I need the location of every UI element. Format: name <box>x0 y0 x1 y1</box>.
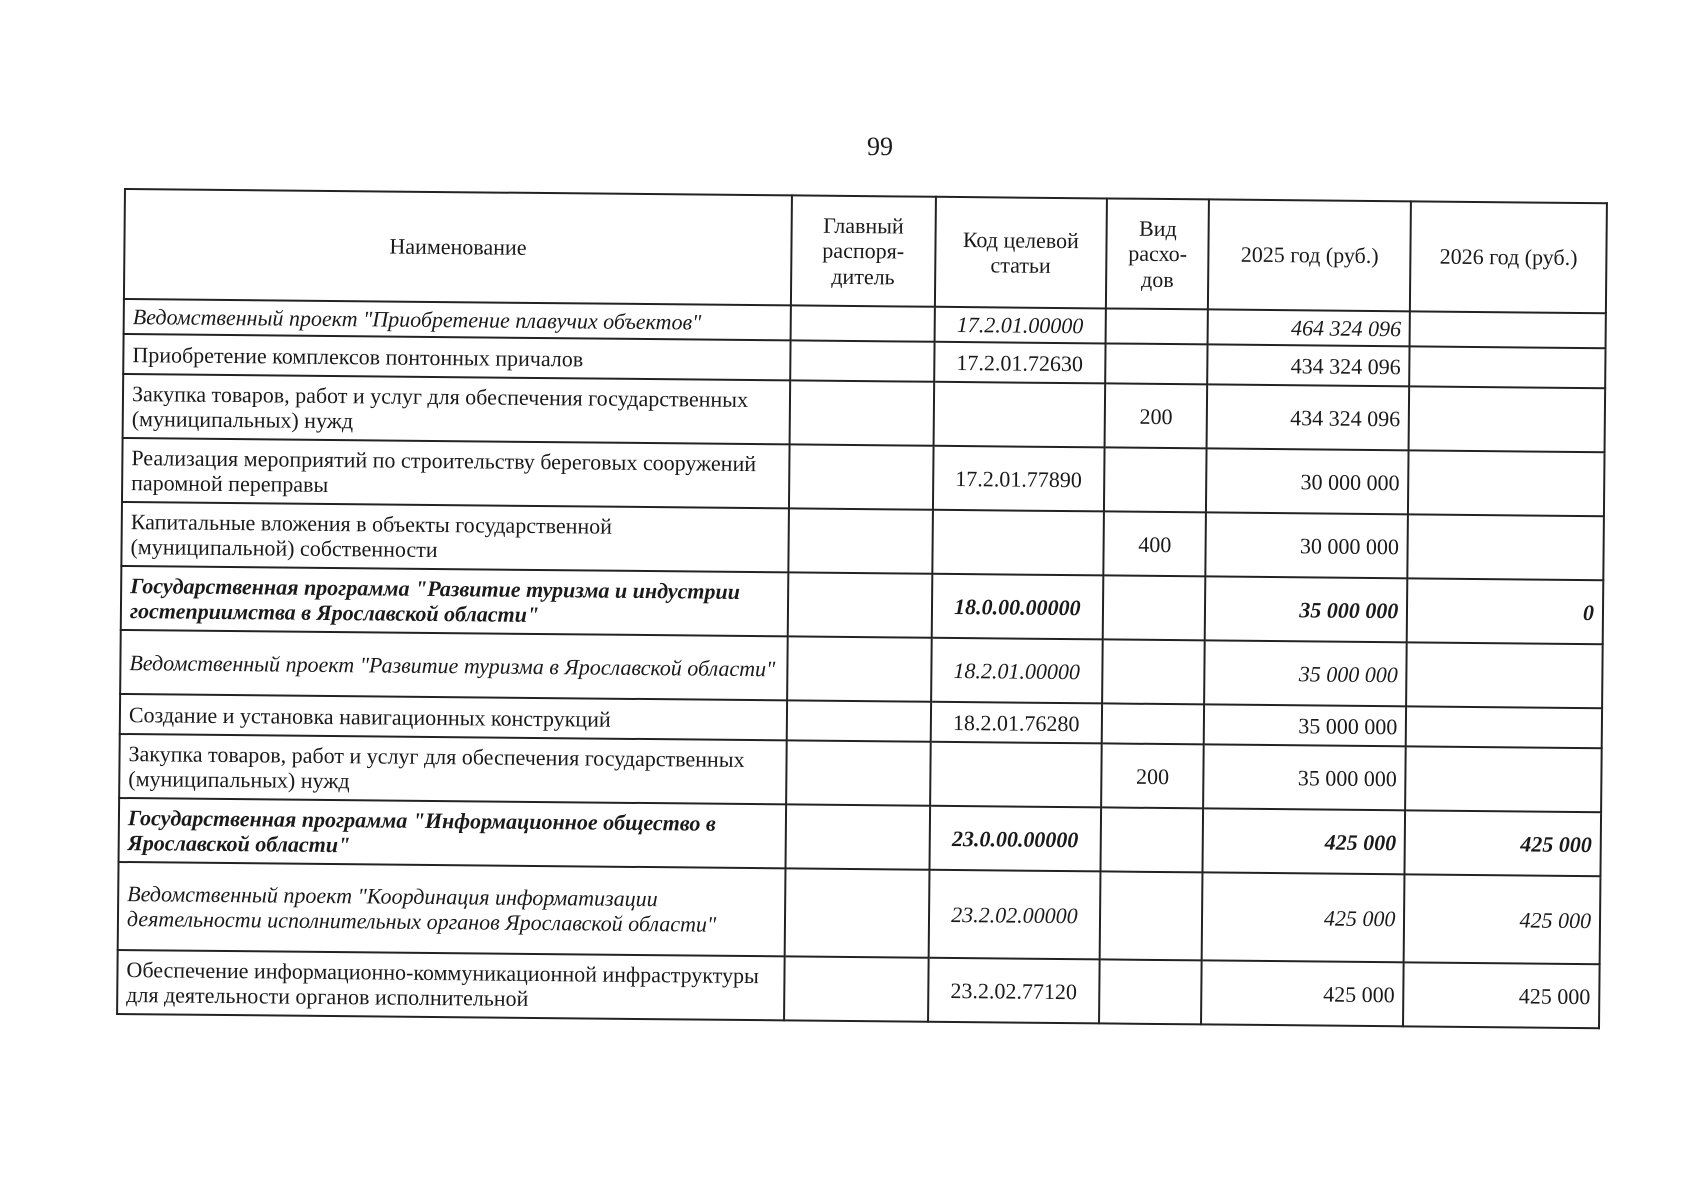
cell-code: 17.2.01.00000 <box>934 307 1106 344</box>
cell-2026 <box>1408 451 1604 517</box>
cell-name: Государственная программа "Развитие туризма и индустрии гостеприимства в Ярославской области" <box>121 566 789 636</box>
cell-code: 18.0.00.00000 <box>931 574 1103 640</box>
cell-code: 23.2.02.77120 <box>928 958 1100 1024</box>
cell-name: Ведомственный проект "Развитие туризма в Ярославской области" <box>120 630 788 700</box>
cell-name: Ведомственный проект "Приобретение плавучих объектов" <box>124 299 791 341</box>
cell-manager <box>790 341 934 382</box>
cell-code: 18.2.01.00000 <box>931 638 1103 704</box>
cell-vid <box>1103 576 1206 641</box>
cell-vid <box>1102 704 1205 745</box>
cell-2026 <box>1406 707 1602 749</box>
cell-2026 <box>1405 747 1601 813</box>
cell-2025: 434 324 096 <box>1207 345 1409 387</box>
cell-name: Закупка товаров, работ и услуг для обеспечения государственных (муниципальных) нужд <box>119 734 787 804</box>
cell-2025: 35 000 000 <box>1204 641 1407 707</box>
cell-vid <box>1100 872 1203 961</box>
cell-2026: 425 000 <box>1405 811 1601 877</box>
cell-2026 <box>1410 311 1606 348</box>
header-name: Наименование <box>124 189 792 305</box>
cell-manager <box>787 637 931 702</box>
cell-manager <box>788 509 932 574</box>
cell-2025: 464 324 096 <box>1208 309 1410 346</box>
cell-manager <box>786 741 930 806</box>
cell-2025: 35 000 000 <box>1205 577 1408 643</box>
cell-2026 <box>1406 643 1602 709</box>
cell-vid <box>1101 808 1204 873</box>
cell-2025: 30 000 000 <box>1206 449 1409 515</box>
cell-2025: 425 000 <box>1201 961 1404 1027</box>
cell-manager <box>787 701 931 742</box>
cell-name: Капитальные вложения в объекты государственной (муниципальной) собственности <box>121 502 789 572</box>
cell-code <box>933 382 1105 448</box>
cell-name: Ведомственный проект "Координация информатизации деятельности исполнительных органов Ярославской области" <box>118 862 786 956</box>
cell-code: 23.2.02.00000 <box>928 870 1100 960</box>
budget-table <box>116 188 1608 1030</box>
cell-vid: 200 <box>1101 744 1204 809</box>
cell-manager <box>786 805 930 870</box>
cell-manager <box>789 445 933 510</box>
cell-vid: 400 <box>1103 512 1206 577</box>
cell-name: Реализация мероприятий по строительству береговых сооружений паромной переправы <box>122 438 790 508</box>
cell-manager <box>791 305 935 342</box>
header-manager: Главный распоря-дитель <box>791 195 935 306</box>
cell-vid <box>1102 640 1205 705</box>
cell-name: Приобретение комплексов понтонных причалов <box>123 334 790 380</box>
cell-code <box>930 742 1102 808</box>
cell-vid <box>1104 448 1207 513</box>
cell-2026: 0 <box>1407 579 1603 645</box>
header-2025: 2025 год (руб.) <box>1208 199 1411 311</box>
cell-name: Создание и установка навигационных конструкций <box>120 694 787 740</box>
table-header-row <box>124 189 1607 313</box>
cell-vid <box>1106 308 1208 344</box>
header-vid: Вид расхо-дов <box>1106 198 1209 309</box>
cell-name: Закупка товаров, работ и услуг для обеспечения государственных (муниципальных) нужд <box>123 374 791 444</box>
header-2026: 2026 год (руб.) <box>1410 201 1607 313</box>
cell-2025: 35 000 000 <box>1203 745 1406 811</box>
table-body <box>117 299 1606 1028</box>
cell-2026 <box>1410 347 1606 389</box>
cell-manager <box>784 957 928 1022</box>
cell-manager <box>790 381 934 446</box>
cell-name: Государственная программа "Информационное общество в Ярославской области" <box>119 798 787 868</box>
page-number: 99 <box>867 132 893 161</box>
cell-2025: 425 000 <box>1202 873 1405 963</box>
cell-vid <box>1105 344 1208 385</box>
cell-code: 23.0.00.00000 <box>929 806 1101 872</box>
cell-code <box>932 510 1104 576</box>
cell-2026 <box>1408 515 1604 581</box>
cell-code: 17.2.01.77890 <box>932 446 1104 512</box>
cell-2025: 35 000 000 <box>1204 705 1406 747</box>
cell-2026: 425 000 <box>1404 875 1600 965</box>
cell-2026: 425 000 <box>1403 963 1599 1029</box>
cell-2025: 425 000 <box>1203 809 1406 875</box>
cell-vid: 200 <box>1105 384 1208 449</box>
cell-name: Обеспечение информационно-коммуникационной инфраструктуры для деятельности органов исполнительной <box>117 950 785 1020</box>
cell-manager <box>785 869 929 958</box>
cell-code: 18.2.01.76280 <box>930 702 1102 744</box>
cell-2026 <box>1409 387 1605 453</box>
table-row <box>117 950 1600 1028</box>
cell-2025: 30 000 000 <box>1206 513 1409 579</box>
table-row <box>118 862 1601 964</box>
cell-vid <box>1099 960 1202 1025</box>
cell-2025: 434 324 096 <box>1207 385 1410 451</box>
header-code: Код целевой статьи <box>934 197 1107 309</box>
cell-code: 17.2.01.72630 <box>934 342 1106 384</box>
cell-manager <box>788 573 932 638</box>
